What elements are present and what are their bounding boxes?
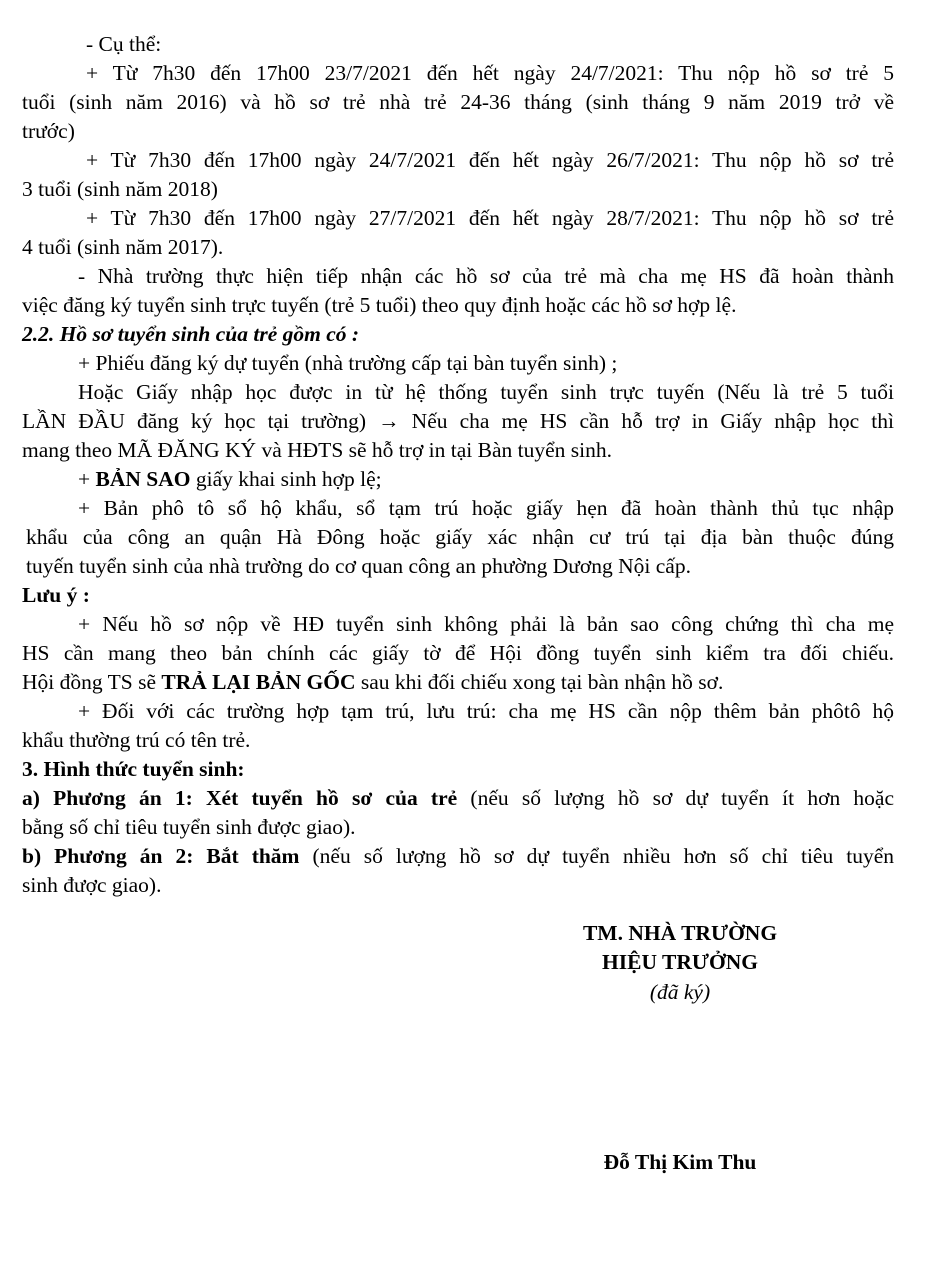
note2-line2: khẩu thường trú có tên trẻ. [22,728,251,752]
option-a-rest: (nếu số lượng hồ sơ dự tuyển ít hơn hoặc [457,786,895,810]
item1-line2: tuổi (sinh năm 2016) và hồ sơ trẻ nhà trẻ 24-36 tháng (sinh tháng 9 năm 2019 trở về [22,90,894,114]
school-note-line1: - Nhà trường thực hiện tiếp nhận các hồ sơ của trẻ mà cha mẹ HS đã hoàn thành [78,264,894,288]
option-b-rest: (nếu số lượng hồ sơ dự tuyển nhiều hơn số chỉ tiêu tuyển [299,844,894,868]
option-b-line2: sinh được giao). [22,873,162,897]
option-a-line2: bằng số chỉ tiêu tuyển sinh được giao). [22,815,356,839]
item1-line1: + Từ 7h30 đến 17h00 23/7/2021 đến hết ngày 24/7/2021: Thu nộp hồ sơ trẻ 5 [86,61,894,85]
household-item-line2: khẩu của công an quận Hà Đông hoặc giấy xác nhận cư trú tại địa bàn thuộc đúng [26,525,894,549]
option-a-line1 [22,784,894,813]
item2-line1: + Từ 7h30 đến 17h00 ngày 24/7/2021 đến hết ngày 26/7/2021: Thu nộp hồ sơ trẻ [86,148,894,172]
copy-item-bold: BẢN SAO [95,467,191,491]
note1-line2: HS cần mang theo bản chính các giấy tờ để Hội đồng tuyển sinh kiểm tra đối chiếu. [22,641,894,665]
item3-line1: + Từ 7h30 đến 17h00 ngày 27/7/2021 đến hết ngày 28/7/2021: Thu nộp hồ sơ trẻ [86,206,894,230]
signature-signed-note: (đã ký) [649,980,711,1004]
note1-line1: + Nếu hồ sơ nộp về HĐ tuyển sinh không phải là bản sao công chứng thì cha mẹ [78,612,894,636]
item2-line2: 3 tuổi (sinh năm 2018) [22,177,218,201]
note1-line3-bold: TRẢ LẠI BẢN GỐC [161,670,356,694]
or-item-line2: LẦN ĐẦU đăng ký học tại trường) → Nếu cha mẹ HS cần hỗ trợ in Giấy nhập học thì [22,409,894,433]
birth-certificate-item [78,465,382,494]
note1-line3-c: sau khi đối chiếu xong tại bàn nhận hồ sơ. [355,670,724,694]
item1-line3: trước) [22,119,75,143]
or-item-line3: mang theo MÃ ĐĂNG KÝ và HĐTS sẽ hỗ trợ in tại Bàn tuyển sinh. [22,438,613,462]
note2-line1: + Đối với các trường hợp tạm trú, lưu trú: cha mẹ HS cần nộp thêm bản phôtô hộ [78,699,894,723]
note1-line3 [22,668,723,697]
or-item-line1: Hoặc Giấy nhập học được in từ hệ thống tuyển sinh trực tuyến (Nếu là trẻ 5 tuổi [78,380,894,404]
signature-org: TM. NHÀ TRƯỜNG [582,921,778,945]
school-note-line2: việc đăng ký tuyển sinh trực tuyến (trẻ 5 tuổi) theo quy định hoặc các hồ sơ hợp lệ. [22,293,737,317]
item3-line2: 4 tuổi (sinh năm 2017). [22,235,224,259]
note1-line3-a: Hội đồng TS sẽ [22,670,162,694]
option-a-bold: a) Phương án 1: Xét tuyển hồ sơ của trẻ [22,786,458,810]
copy-item-plus: + [78,467,96,491]
copy-item-rest: giấy khai sinh hợp lệ; [190,467,382,491]
option-b-bold: b) Phương án 2: Bắt thăm [22,844,300,868]
heading-2-2: 2.2. Hồ sơ tuyển sinh của trẻ gồm có : [22,322,360,346]
note-heading: Lưu ý : [22,583,90,607]
household-item-line1: + Bản phô tô sổ hộ khẩu, sổ tạm trú hoặc giấy hẹn đã hoàn thành thủ tục nhập [78,496,894,520]
heading-3: 3. Hình thức tuyển sinh: [22,757,245,781]
household-item-line3: tuyến tuyển sinh của nhà trường do cơ quan công an phường Dương Nội cấp. [26,554,691,578]
option-b-line1 [22,842,894,871]
form-item: + Phiếu đăng ký dự tuyển (nhà trường cấp tại bàn tuyển sinh) ; [78,351,618,375]
specific-label: - Cụ thể: [86,32,162,56]
signer-name: Đỗ Thị Kim Thu [603,1150,757,1174]
signature-title: HIỆU TRƯỞNG [602,950,758,974]
